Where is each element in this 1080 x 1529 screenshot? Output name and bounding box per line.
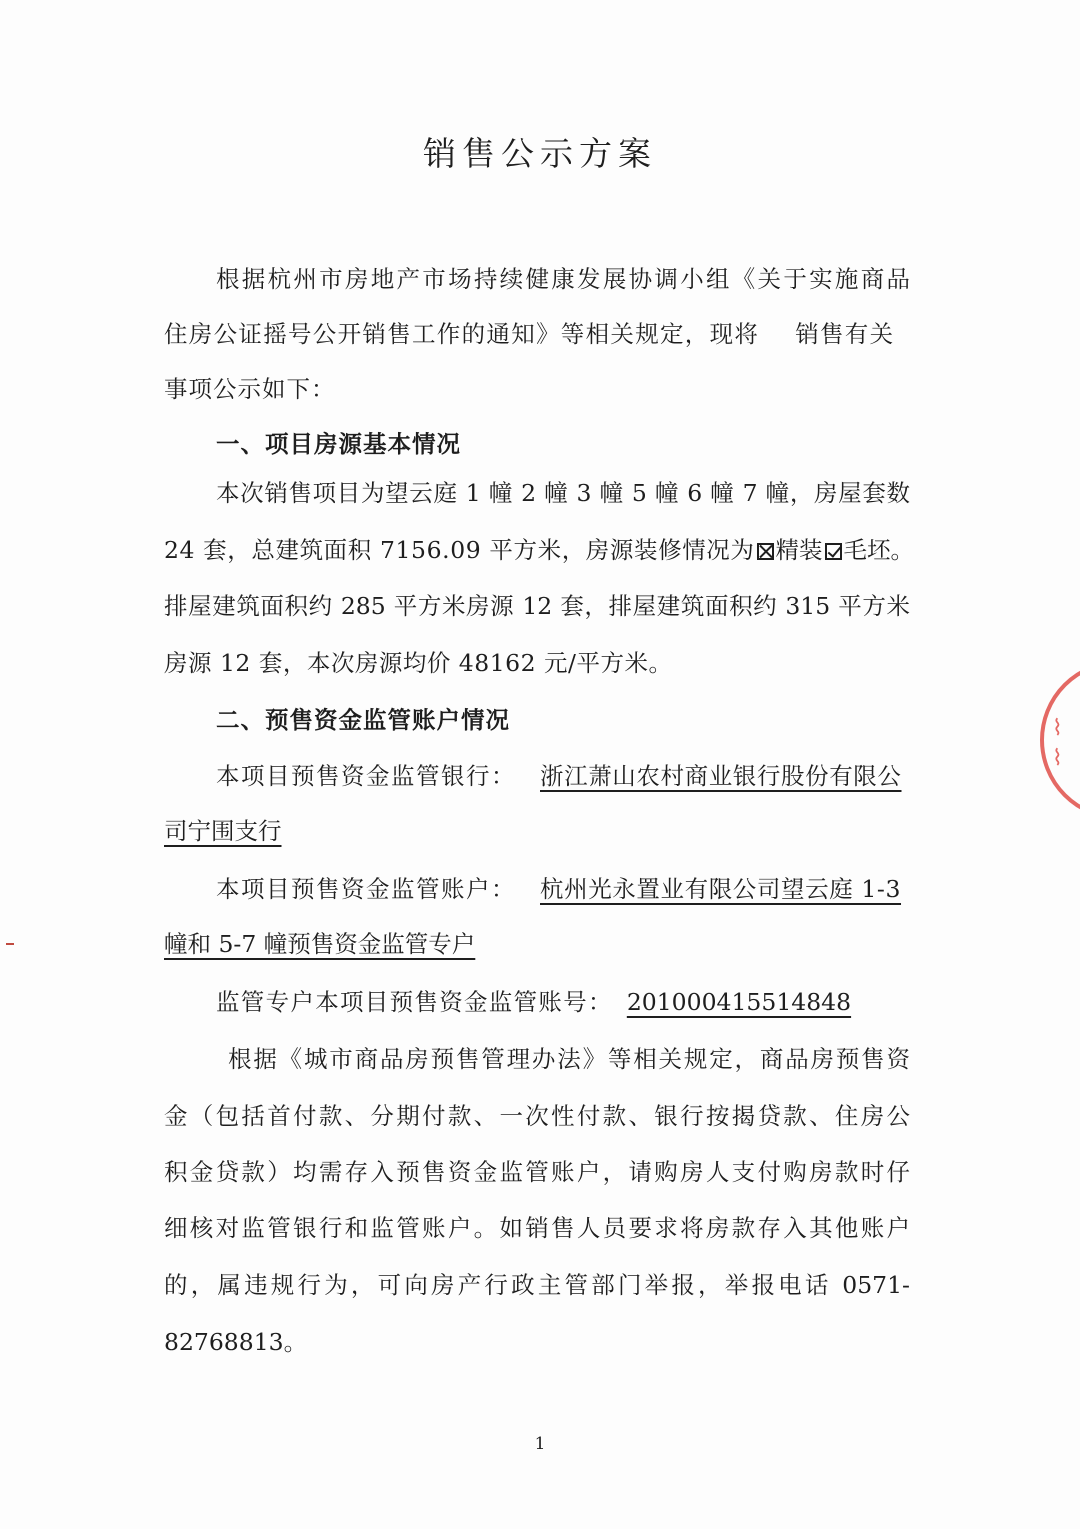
intro-line-3: 事项公示如下： bbox=[164, 375, 336, 403]
section1-heading: 一、项目房源基本情况 bbox=[216, 430, 461, 458]
bank-line bbox=[216, 756, 902, 796]
bank-value-2 bbox=[164, 811, 282, 851]
notice-line-6: 82768813。 bbox=[164, 1328, 308, 1356]
intro-line-2a: 住房公证摇号公开销售工作的通知》等相关规定，现将 bbox=[164, 320, 760, 348]
seal-glyphs-icon: ⌇ ⌇ bbox=[1052, 716, 1063, 771]
account-value-1: 杭州光永置业有限公司望云庭 1-3 bbox=[540, 875, 902, 903]
account-label: 本项目预售资金监管账户： bbox=[216, 875, 516, 903]
intro-line-1: 根据杭州市房地产市场持续健康发展协调小组《关于实施商品 bbox=[216, 265, 910, 293]
checkbox-unchecked-icon bbox=[757, 543, 774, 560]
page-number: 1 bbox=[534, 1434, 546, 1454]
section1-line-1: 本次销售项目为望云庭 1 幢 2 幢 3 幢 5 幢 6 幢 7 幢，房屋套数 bbox=[216, 479, 910, 507]
section2-heading: 二、预售资金监管账户情况 bbox=[216, 706, 510, 734]
account-line bbox=[216, 869, 901, 909]
bank-value-1: 浙江萧山农村商业银行股份有限公 bbox=[540, 762, 902, 790]
account-number-label: 监管专户本项目预售资金监管账号： bbox=[216, 988, 613, 1016]
intro-line-2 bbox=[164, 314, 910, 354]
notice-line-5: 的，属违规行为，可向房产行政主管部门举报，举报电话 0571- bbox=[164, 1271, 910, 1299]
section1-line-3: 排屋建筑面积约 285 平方米房源 12 套，排屋建筑面积约 315 平方米 bbox=[164, 592, 910, 620]
account-value-2 bbox=[164, 924, 475, 964]
intro-line-2b: 销售有关 bbox=[795, 320, 895, 348]
red-seal-stamp bbox=[1040, 660, 1080, 820]
notice-line-2: 金（包括首付款、分期付款、一次性付款、银行按揭贷款、住房公 bbox=[164, 1102, 910, 1130]
account-number-line bbox=[216, 982, 851, 1022]
notice-line-4: 细核对监管银行和监管账户。如销售人员要求将房款存入其他账户 bbox=[164, 1214, 910, 1242]
section1-line-4: 房源 12 套，本次房源均价 48162 元/平方米。 bbox=[164, 649, 673, 677]
account-value-2-text: 幢和 5-7 幢预售资金监管专户 bbox=[164, 930, 476, 958]
notice-line-1: 根据《城市商品房预售管理办法》等相关规定，商品房预售资 bbox=[228, 1045, 910, 1073]
section1-line-2 bbox=[164, 530, 924, 570]
bank-label: 本项目预售资金监管银行： bbox=[216, 762, 516, 790]
account-number-value: 201000415514848 bbox=[626, 988, 852, 1016]
document-title: 销售公示方案 bbox=[423, 134, 657, 173]
section1-line-2b: 精装 bbox=[775, 536, 823, 564]
section1-line-2a: 24 套，总建筑面积 7156.09 平方米，房源装修情况为 bbox=[164, 536, 755, 564]
checkbox-checked-icon bbox=[825, 543, 842, 560]
notice-line-3: 积金贷款）均需存入预售资金监管账户，请购房人支付购房款时仔 bbox=[164, 1158, 910, 1186]
edge-mark bbox=[6, 943, 14, 945]
bank-value-2-text: 司宁围支行 bbox=[164, 817, 282, 845]
section1-line-2c: 毛坯。 bbox=[843, 536, 914, 564]
